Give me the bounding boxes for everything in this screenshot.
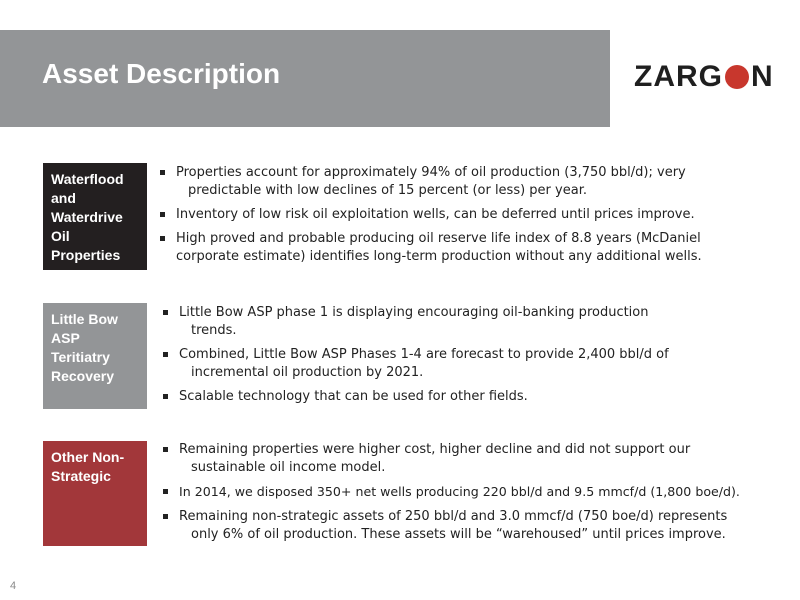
list-item: [163, 508, 795, 544]
bullet-list-other-non-strategic: [163, 441, 795, 550]
list-item: [163, 346, 723, 382]
section-label-little-bow: Little Bow ASP Teritiatry Recovery: [43, 303, 147, 409]
logo-text-part1: ZARG: [634, 60, 723, 93]
bullet-text-continued: predictable with low declines of 15 percent (or less) per year.: [188, 183, 587, 198]
bullet-text: Little Bow ASP phase 1 is displaying encouraging oil-banking production: [179, 305, 649, 320]
bullet-text-continued: only 6% of oil production. These assets will be “warehoused” until prices improve.: [191, 527, 726, 542]
list-item: [160, 164, 740, 200]
list-item: [163, 483, 795, 502]
list-item: [163, 388, 723, 406]
bullet-list-waterflood: [160, 164, 740, 272]
section-label-waterflood: Waterflood and Waterdrive Oil Properties: [43, 163, 147, 270]
list-item: [160, 230, 740, 266]
zargon-logo: [634, 57, 774, 97]
bullet-text-continued: corporate estimate) identifies long-term production without any additional wells.: [176, 249, 702, 264]
bullet-text: Remaining non-strategic assets of 250 bbl/d and 3.0 mmcf/d (750 boe/d) represents: [179, 509, 728, 524]
section-label-other-non-strategic: Other Non-Strategic: [43, 441, 147, 546]
bullet-text-continued: incremental oil production by 2021.: [191, 365, 424, 380]
bullet-list-little-bow: [163, 304, 723, 412]
list-item: [160, 206, 740, 224]
list-item: [163, 441, 795, 477]
bullet-text: Remaining properties were higher cost, higher decline and did not support our: [179, 442, 691, 457]
slide-title: Asset Description: [42, 58, 281, 89]
bullet-text: In 2014, we disposed 350+ net wells producing 220 bbl/d and 9.5 mmcf/d (1,800 boe/d).: [179, 484, 740, 499]
bullet-text: Properties account for approximately 94% of oil production (3,750 bbl/d); very: [176, 165, 686, 180]
bullet-text: Inventory of low risk oil exploitation wells, can be deferred until prices improve.: [176, 207, 695, 222]
bullet-text-continued: trends.: [191, 323, 237, 338]
list-item: [163, 304, 723, 340]
logo-text-part2: N: [751, 60, 774, 93]
bullet-text: High proved and probable producing oil reserve life index of 8.8 years (McDaniel: [176, 231, 701, 246]
bullet-text: Scalable technology that can be used for other fields.: [179, 389, 528, 404]
bullet-text-continued: sustainable oil income model.: [191, 460, 386, 475]
bullet-text: Combined, Little Bow ASP Phases 1-4 are forecast to provide 2,400 bbl/d of: [179, 347, 669, 362]
logo-o-dot-icon: [725, 65, 749, 89]
page-number: 4: [10, 580, 17, 592]
